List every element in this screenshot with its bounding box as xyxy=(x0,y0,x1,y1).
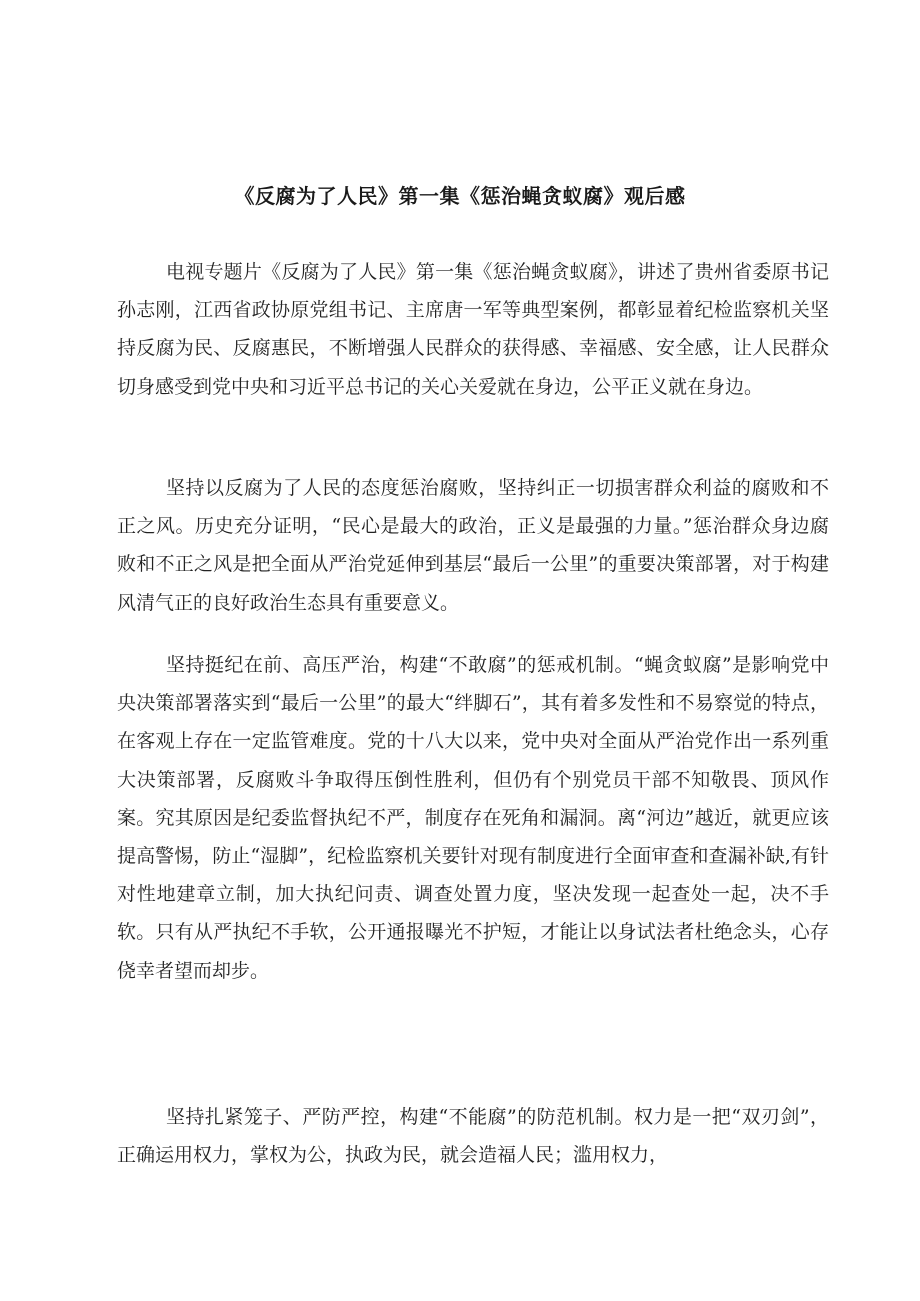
paragraph-1: 电视专题片《反腐为了人民》第一集《惩治蝇贪蚁腐》，讲述了贵州省委原书记孙志刚，江西省政协原党组书记、主席唐一军等典型案例，都彰显着纪检监察机关坚持反腐为民、反腐惠民，不断增强人民群众的获得感、幸福感、安全感，让人民群众切身感受到党中央和习近平总书记的关心关爱就在身边，公平正义就在身边。 xyxy=(117,261,829,398)
document-title: 《反腐为了人民》第一集《惩治蝇贪蚁腐》观后感 xyxy=(234,184,686,209)
paragraph-4: 坚持扎紧笼子、严防严控，构建“不能腐”的防范机制。权力是一把“双刃剑”，正确运用权力，掌权为公，执政为民，就会造福人民；滥用权力， xyxy=(117,1106,829,1167)
paragraph-3: 坚持挺纪在前、高压严治，构建“不敢腐”的惩戒机制。“蝇贪蚁腐”是影响党中央决策部署落实到“最后一公里”的最大“绊脚石”，其有着多发性和不易察觉的特点，在客观上存在一定监管难度。党的十八大以来，党中央对全面从严治党作出一系列重大决策部署，反腐败斗争取得压倒性胜利，但仍有个别党员干部不知敬畏、顶风作案。究其原因是纪委监督执纪不严，制度存在死角和漏洞。离“河边”越近，就更应该提高警惕，防止“湿脚”，纪检监察机关要针对现有制度进行全面审查和查漏补缺,有针对性地建章立制，加大执纪问责、调查处置力度，坚决发现一起查处一起，决不手软。只有从严执纪不手软，公开通报曝光不护短，才能让以身试法者杜绝念头，心存侥幸者望而却步。 xyxy=(117,654,829,982)
paragraph-2: 坚持以反腐为了人民的态度惩治腐败，坚持纠正一切损害群众利益的腐败和不正之风。历史充分证明，“民心是最大的政治，正义是最强的力量。”惩治群众身边腐败和不正之风是把全面从严治党延伸到基层“最后一公里”的重要决策部署，对于构建风清气正的良好政治生态具有重要意义。 xyxy=(117,477,829,614)
